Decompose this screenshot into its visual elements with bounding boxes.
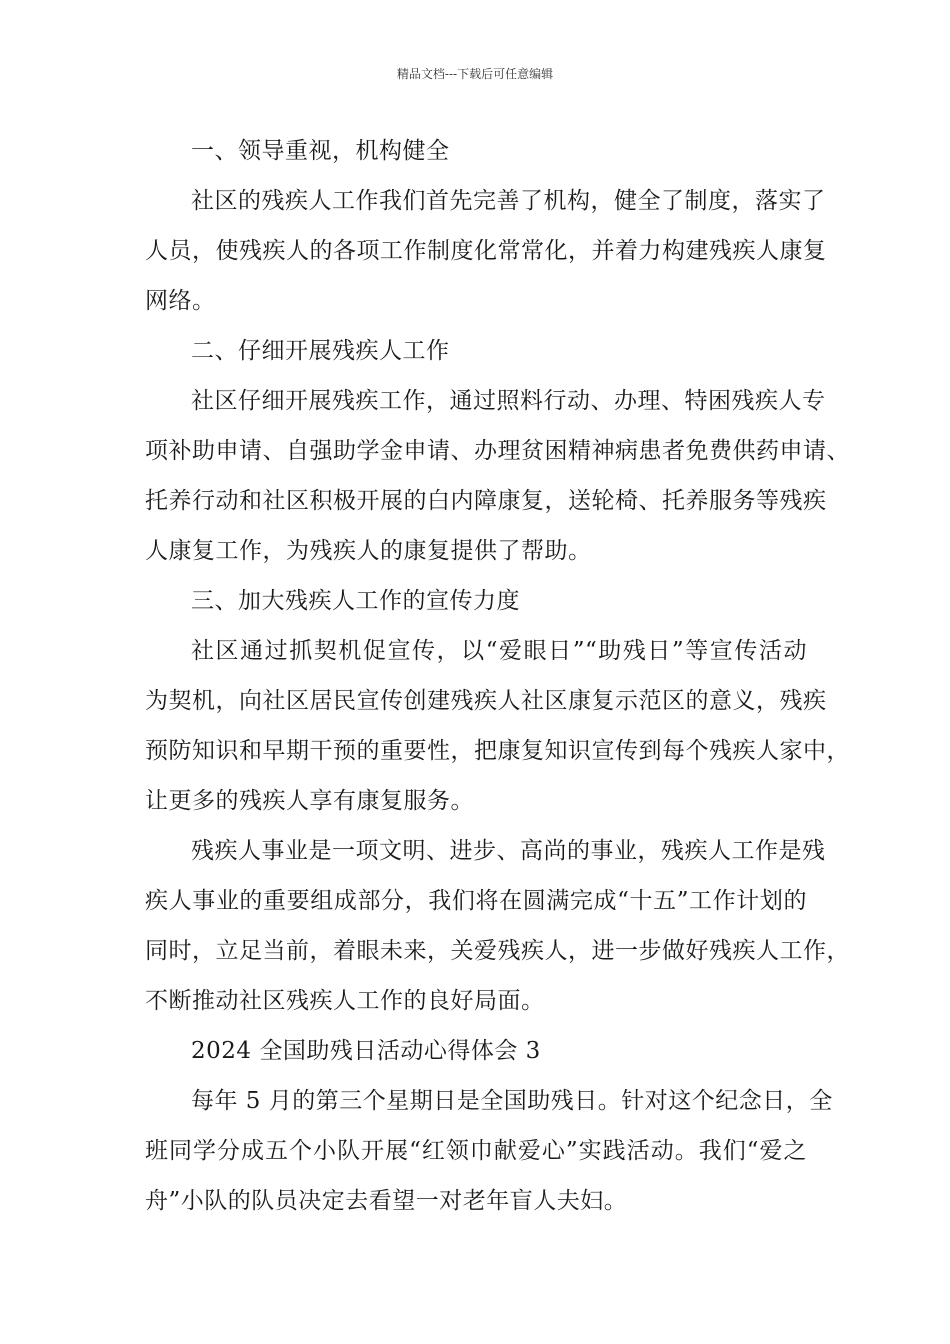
paragraph-line: 不断推动社区残疾人工作的良好局面。 (145, 988, 545, 1014)
paragraph-line: 为契机，向社区居民宣传创建残疾人社区康复示范区的意义，残疾 (145, 688, 827, 714)
paragraph-line: 项补助申请、自强助学金申请、办理贫困精神病患者免费供药申请、 (145, 438, 850, 464)
paragraph-line: 托养行动和社区积极开展的白内障康复，送轮椅、托养服务等残疾 (145, 488, 827, 514)
section-heading-3: 三、加大残疾人工作的宣传力度 (191, 588, 520, 614)
paragraph-line: 预防知识和早期干预的重要性，把康复知识宣传到每个残疾人家中， (145, 738, 850, 764)
paragraph-line: 社区仔细开展残疾工作，通过照料行动、办理、特困残疾人专 (191, 388, 826, 414)
paragraph-line: 班同学分成五个小队开展“红领巾献爱心”实践活动。我们“爱之 (145, 1138, 807, 1164)
paragraph-line: 疾人事业的重要组成部分，我们将在圆满完成“十五”工作计划的 (145, 888, 807, 914)
paragraph-line: 人康复工作，为残疾人的康复提供了帮助。 (145, 538, 592, 564)
page-header: 精品文档---下载后可任意编辑 (396, 67, 554, 81)
section-heading-2: 二、仔细开展残疾人工作 (191, 338, 450, 364)
paragraph-line: 残疾人事业是一项文明、进步、高尚的事业，残疾人工作是残 (191, 838, 826, 864)
paragraph-line: 同时，立足当前，着眼未来，关爱残疾人，进一步做好残疾人工作， (145, 938, 850, 964)
article-title: 2024 全国助残日活动心得体会 3 (191, 1038, 541, 1064)
paragraph-line: 人员，使残疾人的各项工作制度化常常化，并着力构建残疾人康复 (145, 238, 827, 264)
paragraph-line: 让更多的残疾人享有康复服务。 (145, 788, 474, 814)
paragraph-line: 社区的残疾人工作我们首先完善了机构，健全了制度，落实了 (191, 188, 826, 214)
paragraph-line: 舟”小队的队员决定去看望一对老年盲人夫妇。 (145, 1188, 628, 1214)
section-heading-1: 一、领导重视，机构健全 (191, 138, 450, 164)
paragraph-line: 每年 5 月的第三个星期日是全国助残日。针对这个纪念日，全 (191, 1088, 833, 1114)
document-body (145, 126, 850, 1226)
paragraph-line: 网络。 (145, 288, 216, 314)
paragraph-line: 社区通过抓契机促宣传，以“爱眼日”“助残日”等宣传活动 (191, 638, 807, 664)
